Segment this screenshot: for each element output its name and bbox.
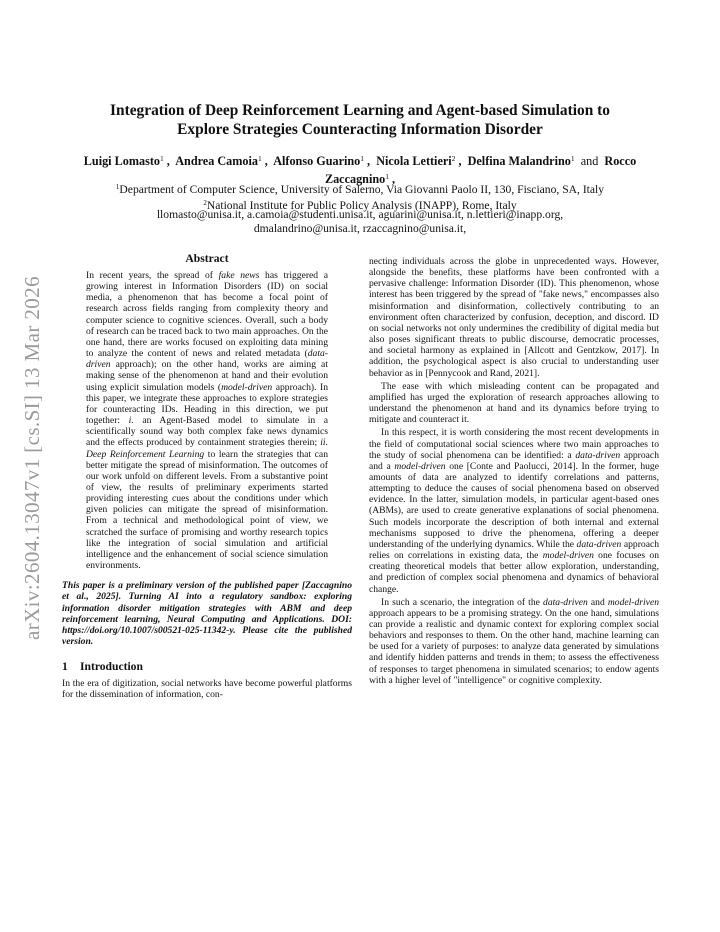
text-fragment: one [Conte and Paolucci, 2014]. In the former, huge amounts of data are analyzed to identify correlations and patterns, attempting to deduce the causes of social phenomena based on observed evidence. In the latter, simulation models, in particular agent-based ones (ABMs), are used to create generative explanations of social phenomena. Such models incorporate the description of both internal and external mechanisms supposed to drive the phenomena, offering a deeper understanding of the underlying dynamics. While the bbox=[369, 460, 659, 550]
text-fragment: one focuses on creating theoretical models that better allow exploration, understanding, and prediction of complex social phenomena and dynamics of behavioral change. bbox=[369, 550, 659, 595]
author-separator: , bbox=[261, 154, 274, 168]
author-separator: and bbox=[574, 154, 605, 168]
arxiv-identifier-stamp: arXiv:2604.13047v1 [cs.SI] 13 Mar 2026 bbox=[20, 276, 44, 640]
emphasized-term: model-driven bbox=[221, 381, 273, 393]
text-fragment: The ease with which misleading content can be propagated and amplified has urged the exploration of research approaches allowing to understand the phenomenon at hand and its dynamics before trying to mitigate and counteract it. bbox=[369, 380, 659, 426]
author-separator: , bbox=[455, 154, 468, 168]
author-separator: , bbox=[388, 172, 396, 186]
title-line-1: Integration of Deep Reinforcement Learning and Agent-based Simulation to bbox=[110, 102, 610, 119]
title-line-2: Explore Strategies Counteracting Information Disorder bbox=[177, 121, 543, 138]
emphasized-term: model-driven bbox=[394, 460, 446, 472]
author-separator: , bbox=[364, 154, 377, 168]
text-fragment: In this respect, it is worth considering the most recent developments in the field of computational social sciences where two main approaches to the study of social phenomena can be identified: a bbox=[369, 427, 659, 461]
author-name: Delfina Malandrino bbox=[467, 154, 571, 168]
affiliation-mark: 1 bbox=[115, 183, 120, 191]
emphasized-term: data-driven bbox=[86, 348, 328, 371]
abstract-fragment: to learn the strategies that can better mitigate the spread of misinformation. The outcomes of our work unfold on different levels. From a substantive point of view, the results of preliminary experiments started providing interesting cues about the conditions under which given policies can mitigate the spread of misinformation. From a technical and methodological point of view, we scratched the surface of promising and worthy research topics like the integration of social simulation and artificial intelligence and the enhancement of social science simulation environments. bbox=[86, 448, 328, 572]
author-affiliation-mark: 1 bbox=[159, 154, 164, 163]
affiliation-mark: 2 bbox=[203, 198, 207, 207]
author-name: Luigi Lomasto bbox=[83, 154, 160, 168]
text-fragment: approach and a bbox=[369, 449, 659, 472]
author-affiliation-mark: 1 bbox=[360, 154, 364, 163]
author-affiliation-mark: 1 bbox=[257, 154, 262, 163]
emphasized-term: data-driven bbox=[543, 596, 588, 608]
emphasized-term: model-driven bbox=[607, 596, 659, 608]
intro-paragraph bbox=[369, 381, 659, 426]
abstract-fragment: In recent years, the spread of bbox=[86, 270, 219, 281]
author-emails bbox=[40, 208, 680, 235]
text-fragment: and bbox=[587, 596, 608, 608]
emails-line-2: dmalandrino@unisa.it, rzaccagnino@unisa.it, bbox=[253, 221, 467, 235]
text-fragment: approach appears to be a promising strategy. On the one hand, simulations can provide a realistic and dynamic context for exploring complex social behaviors and responses to them. On the other hand, machine learning can be used for a variety of purposes: to analyze data generated by simulations and identify hidden patterns and trends in them; to assess the effectiveness of responses to target phenomena in simulated scenarios; to endow agents with a higher level of "intelligence" or cognitive complexity. bbox=[369, 607, 659, 686]
introduction-paragraph-start: In the era of digitization, social networks have become powerful platforms for the dissemination of information, con- bbox=[62, 678, 352, 701]
section-number: 1 bbox=[62, 660, 68, 674]
affiliation-line bbox=[40, 181, 680, 197]
emails-line-1: llomasto@unisa.it, a.camoia@studenti.unisa.it, aguarini@unisa.it, n.lettieri@inapp.org, bbox=[156, 208, 564, 221]
paper-title bbox=[60, 101, 660, 139]
section-heading-introduction bbox=[62, 660, 352, 674]
left-column bbox=[62, 252, 352, 700]
emphasized-term: data-driven bbox=[575, 449, 621, 461]
section-title: Introduction bbox=[80, 660, 143, 674]
abstract-text bbox=[86, 270, 328, 571]
emphasized-term: model-driven bbox=[542, 550, 594, 562]
intro-paragraph bbox=[369, 427, 659, 594]
affiliation-text: National Institute for Public Policy Analysis (INAPP), Rome, Italy bbox=[206, 198, 517, 212]
abstract-fragment: approach); on the other hand, works are aiming at making sense of the phenomenon at hand and their evolution using explicit simulation models ( bbox=[86, 359, 328, 393]
intro-paragraph bbox=[369, 597, 659, 686]
author-name: Nicola Lettieri bbox=[376, 154, 452, 168]
emphasized-term: data-driven bbox=[576, 538, 622, 550]
abstract-fragment: approach). In this paper, we integrate these approaches to explore strategies for counteracting IDs. Heading in this direction, we put together: bbox=[86, 381, 328, 427]
text-fragment: approach relies on correlations in existing data, the bbox=[369, 538, 660, 562]
author-affiliation-mark: 1 bbox=[385, 172, 389, 181]
preliminary-version-note: This paper is a preliminary version of the published paper [Zaccagnino et al., 2025]. Turning AI into a regulatory sandbox: exploring information disorder mitigation strategies with ABM and deep reinforcement learning, Neural Computing and Applications. DOI: https://doi.org/10.1007/s00521-025-11342-y. Please cite the published version. bbox=[62, 580, 352, 647]
text-fragment: necting individuals across the globe in unprecedented ways. However, alongside the benefits, these platforms have been confronted with a pervasive challenge: Information Disorder (ID). This phenomenon, whose interest has been triggered by the spread of "fake news," encompasses also misinformation and disinformation, collectively contributing to an environment often characterized by confusion, deception, and discord. ID on social networks not only undermines the credibility of digital media but also poses significant threats to public discourse, democratic processes, and societal harmony as explained in [Allcott and Gentzkow, 2017]. In addition, the psychological aspect is also crucial to understanding user behavior as in [Pennycook and Rand, 2021]. bbox=[369, 256, 659, 379]
author-name: Rocco Zaccagnino bbox=[324, 154, 637, 186]
emphasized-term: fake news bbox=[218, 270, 260, 281]
abstract-fragment: an Agent-Based model to simulate in a scientifically sound way both complex fake news dynamics and the effects produced by containment strategies therein; bbox=[86, 415, 328, 449]
right-column bbox=[369, 256, 659, 686]
abstract-heading: Abstract bbox=[185, 252, 229, 265]
author-separator: , bbox=[163, 154, 176, 168]
author-affiliation-mark: 1 bbox=[570, 154, 575, 163]
abstract-fragment: has triggered a growing interest in Information Disorders (ID) on social media, a phenomenon that has become a focal point of research across fields ranging from complexity theory and computer science to cognitive sciences. Overall, such a body of research can be traced back to two main approaches. On the one hand, there are works focused on exploiting data mining to analyze the content of news and related metadata ( bbox=[86, 270, 328, 360]
author-affiliation-mark: 2 bbox=[451, 154, 456, 163]
author-name: Alfonso Guarino bbox=[273, 154, 361, 168]
author-name: Andrea Camoia bbox=[175, 154, 258, 168]
affiliation-text: Department of Computer Science, University of Salerno, Via Giovanni Paolo II, 130, Fisciano, SA, Italy bbox=[119, 183, 605, 196]
intro-paragraph bbox=[369, 256, 659, 379]
emphasized-term: i. bbox=[128, 415, 134, 427]
text-fragment: In such a scenario, the integration of the bbox=[381, 596, 544, 608]
emphasized-term: ii. Deep Reinforcement Learning bbox=[86, 437, 328, 460]
